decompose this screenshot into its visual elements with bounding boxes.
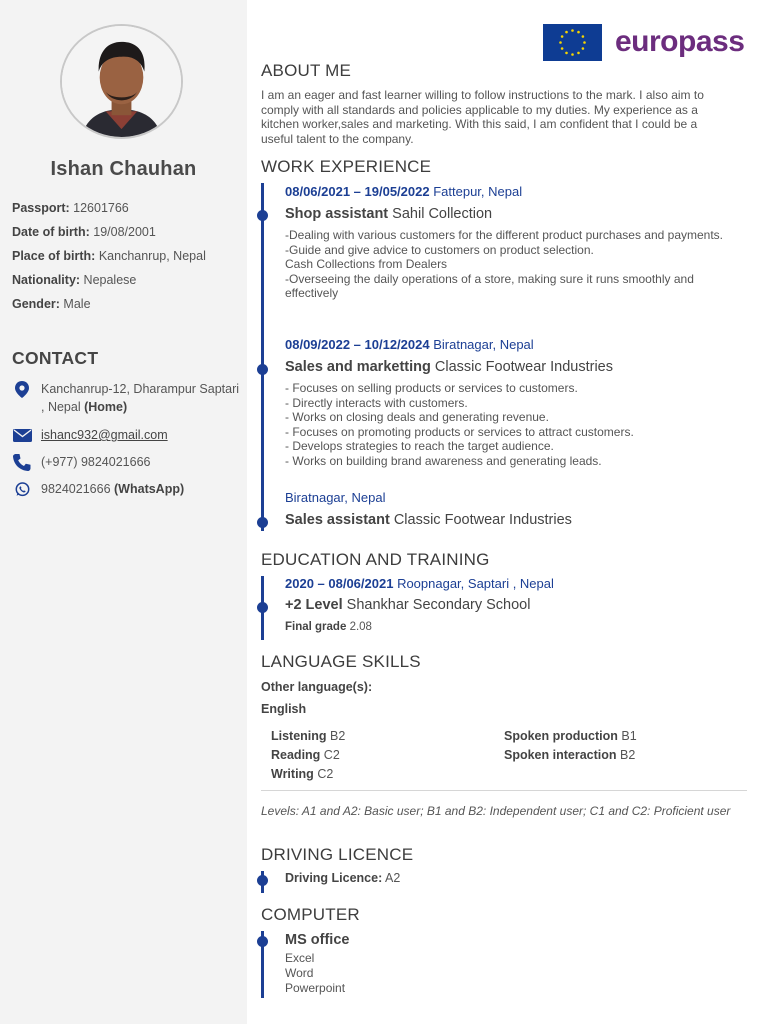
education-dates: 2020 – 08/06/2021 Roopnagar, Saptari , Nepal	[285, 576, 554, 591]
reading-skill: Reading C2	[271, 748, 340, 762]
spoken-interaction-skill: Spoken interaction B2	[504, 748, 636, 762]
work-title: WORK EXPERIENCE	[261, 157, 432, 176]
passport-row: Passport: 12601766	[12, 201, 129, 215]
profile-photo	[60, 24, 183, 139]
education-title: EDUCATION AND TRAINING	[261, 550, 490, 569]
contact-address: Kanchanrup-12, Dharampur Saptari , Nepal (Home)	[12, 380, 244, 426]
job-role: Sales assistant Classic Footwear Industries	[285, 512, 572, 528]
timeline-dot	[257, 602, 268, 613]
job-location: Biratnagar, Nepal	[285, 490, 386, 505]
listening-skill: Listening B2	[271, 729, 346, 743]
location-pin-icon	[12, 381, 32, 397]
dob-row: Date of birth: 19/08/2001	[12, 225, 156, 239]
driving-title: DRIVING LICENCE	[261, 845, 414, 864]
job-dates: 08/09/2022 – 10/12/2024 Biratnagar, Nepal	[285, 337, 534, 352]
timeline-dot	[257, 936, 268, 947]
contact-title: CONTACT	[12, 348, 99, 368]
contact-email[interactable]	[12, 426, 244, 453]
about-title: ABOUT ME	[261, 61, 352, 80]
phone-icon	[12, 454, 32, 470]
other-languages-label: Other language(s):	[261, 680, 373, 694]
envelope-icon	[12, 427, 32, 443]
job-description: - Focuses on selling products or services to customers. - Directly interacts with customers. - Works on closing deals and generating revenue. - Focuses on promoting products or services to attract customers. - Develops strategies to reach the target audience. - Works on building brand awareness and generating leads.	[285, 381, 634, 468]
computer-skill-name: MS office	[285, 932, 350, 948]
gender-row: Gender: Male	[12, 297, 91, 311]
whatsapp-icon	[12, 481, 32, 497]
computer-title: COMPUTER	[261, 905, 360, 924]
timeline-dot	[257, 875, 268, 886]
email-link[interactable]: ishanc932@gmail.com	[41, 428, 168, 442]
eu-flag-icon	[543, 24, 602, 61]
final-grade: Final grade 2.08	[285, 621, 372, 633]
personal-info	[12, 200, 242, 320]
language-levels-note: Levels: A1 and A2: Basic user; B1 and B2: Independent user; C1 and C2: Proficient user	[261, 804, 731, 818]
computer-entry	[285, 932, 735, 996]
writing-skill: Writing C2	[271, 767, 334, 781]
person-name: Ishan Chauhan	[50, 158, 197, 180]
contact-whatsapp: 9824021666 (WhatsApp)	[12, 480, 244, 507]
contact-list	[12, 380, 244, 507]
job-dates: 08/06/2021 – 19/05/2022 Fattepur, Nepal	[285, 184, 523, 199]
job-description: -Dealing with various customers for the different product purchases and payments. -Guide and give advice to customers on product selection. Cash Collections from Dealers -Overseeing the daily operations of a store, making sure it runs smoothly and effectively	[285, 228, 723, 300]
timeline-dot	[257, 210, 268, 221]
timeline-dot	[257, 517, 268, 528]
work-timeline	[261, 183, 264, 531]
about-text: I am an eager and fast learner willing to follow instructions to the mark. I also aim to comply with all standards and policies applicable to my duties. My experience as a kitchen worker,sales and marketing. With this said, I am confident that I could be a useful talent to the company.	[261, 88, 704, 146]
europass-wordmark: europass	[615, 25, 745, 58]
driving-licence: Driving Licence: A2	[285, 871, 401, 885]
job-entry-2	[285, 337, 735, 468]
contact-phone: (+977) 9824021666	[12, 453, 244, 480]
education-entry	[285, 576, 735, 633]
job-entry-1	[285, 184, 735, 301]
computer-skill-list: Excel Word Powerpoint	[285, 951, 346, 995]
language-title: LANGUAGE SKILLS	[261, 652, 421, 671]
job-entry-3	[285, 490, 735, 528]
nationality-row: Nationality: Nepalese	[12, 273, 137, 287]
sidebar	[0, 0, 247, 1024]
education-degree: +2 Level Shankhar Secondary School	[285, 597, 531, 613]
divider	[261, 790, 747, 791]
spoken-production-skill: Spoken production B1	[504, 729, 637, 743]
job-role: Shop assistant Sahil Collection	[285, 206, 493, 222]
language-name: English	[261, 702, 307, 716]
timeline-dot	[257, 364, 268, 375]
europass-logo	[543, 23, 753, 63]
pob-row: Place of birth: Kanchanrup, Nepal	[12, 249, 206, 263]
job-role: Sales and marketting Classic Footwear Industries	[285, 359, 613, 375]
